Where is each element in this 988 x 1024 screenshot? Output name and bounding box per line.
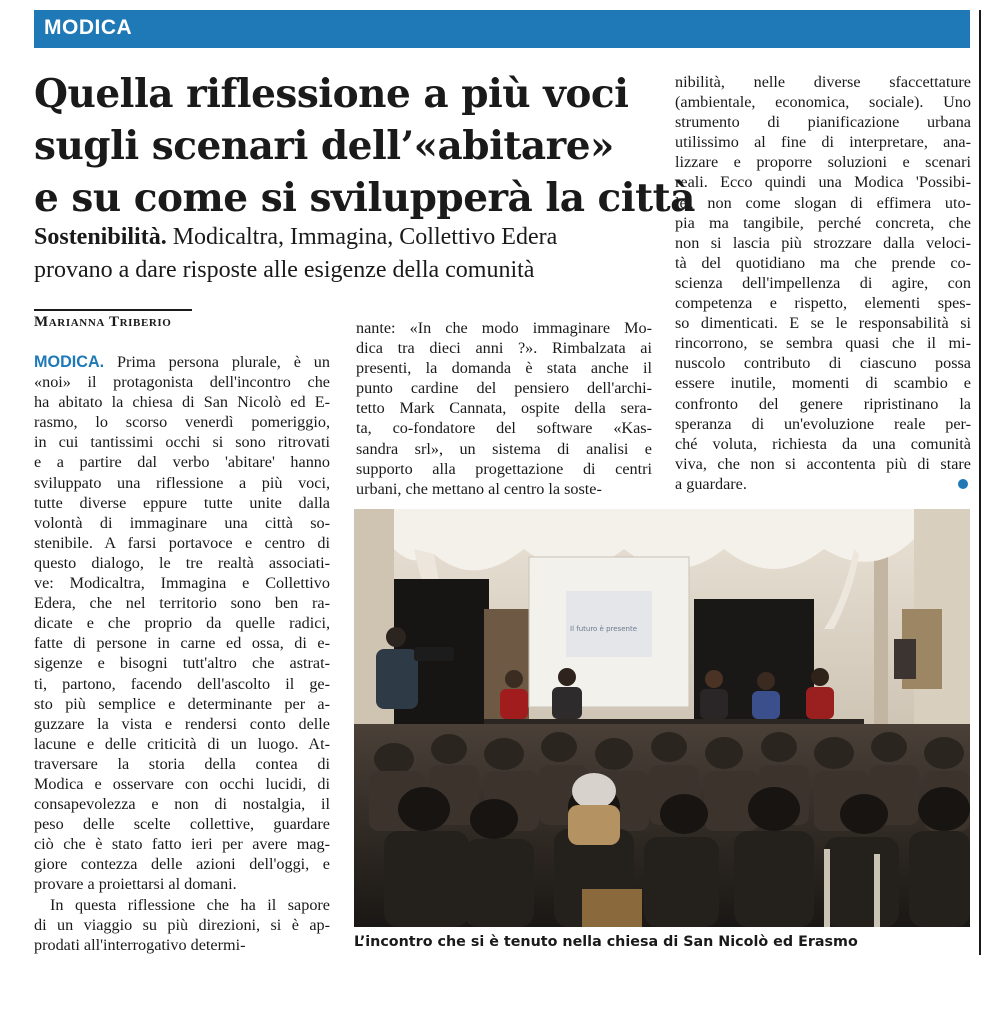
article-line: nuscolo contributo di ciascuno possa <box>675 354 971 373</box>
article-line: lacune e delle criticità di un luogo. At- <box>34 734 330 753</box>
article-line: prodati all'interrogativo determi- <box>34 935 246 954</box>
headline-line: Quella riflessione a più voci <box>34 71 629 117</box>
article-line: viva, che non si accontenta più di stare <box>675 454 971 473</box>
article-line: ti, partono, facendo dell'ascolto il ge- <box>34 674 330 693</box>
article-line: giore contezza delle azioni dell'oggi, e <box>34 855 330 874</box>
article-line: provare a proiettarsi al domani. <box>34 875 237 894</box>
article-line: sigenze e bisogni tutt'altro che astrat- <box>34 654 330 673</box>
article-line: sviluppato una riflessione a più voci, <box>34 473 330 492</box>
dateline: MODICA. <box>34 353 105 371</box>
article-line: ve: Modicaltra, Immagina e Collettivo <box>34 574 330 593</box>
article-line: reali. Ecco quindi una Modica 'Possibi- <box>675 173 971 192</box>
column-rule <box>979 10 981 955</box>
event-photo <box>354 509 970 927</box>
article-line: lizzare e proporre soluzioni e scenari <box>675 153 971 172</box>
subhead-text: provano a dare risposte alle esigenze della comunità <box>34 257 535 283</box>
article-column-3 <box>675 72 971 494</box>
article-line: non si lascia più strozzare dalla veloci- <box>675 233 971 252</box>
article-line: tutte diverse eppure tutte unite dalla <box>34 493 330 512</box>
article-line: strumento di pianificazione urbana <box>675 113 971 132</box>
subheadline <box>34 221 664 287</box>
article-line: tà del quotidiano ma che prende co- <box>675 253 971 272</box>
article-line: fatte di persone in carne ed ossa, di e- <box>34 634 330 653</box>
article-line: sandra srl», un sistema di analisi e <box>356 439 652 458</box>
article-line: e a partire dal verbo 'abitare' hanno <box>34 453 330 472</box>
section-header-bar <box>34 10 970 48</box>
article-line: ché voluta, richiesta da una comunità <box>675 434 971 453</box>
article-line: ciò che è stato fatto ieri per avere mag- <box>34 835 330 854</box>
article-line: utilissimo al fine di interpretare, ana- <box>675 133 971 152</box>
article-line <box>34 352 330 372</box>
article-line: (ambientale, economica, sociale). Uno <box>675 93 971 112</box>
article-column-1 <box>34 352 330 955</box>
article-line: traversare la storia della contea di <box>34 754 330 773</box>
article-line: in cui tantissimi occhi si sono ritrovati <box>34 433 330 452</box>
article-line: a guardare. <box>675 474 747 493</box>
article-line: presenti, la domanda è stata anche il <box>356 359 652 378</box>
article-text: Prima persona plurale, è un <box>104 353 330 371</box>
article-line: In questa riflessione che ha il sapore <box>50 895 330 914</box>
headline <box>34 68 695 224</box>
article-line: nante: «In che modo immaginare Mo- <box>356 319 652 337</box>
end-of-article-dot-icon <box>958 479 968 489</box>
article-column-2 <box>356 318 652 499</box>
article-line: dicate e che proprio da quelle radici, <box>34 614 330 633</box>
article-line: guzzare la vista e rendersi conto delle <box>34 714 330 733</box>
article-line: essere inutile, momenti di scambio e <box>675 374 971 393</box>
byline-rule <box>34 309 192 311</box>
article-line: dica tra dieci anni ?». Rimbalzata ai <box>356 339 652 358</box>
article-line: competenza e rispetto, elementi spes- <box>675 294 971 313</box>
article-line: di un viaggio su più direzioni, si è ap- <box>34 915 330 934</box>
article-line: punto cardine del pensiero dell'archi- <box>356 379 652 398</box>
article-line: rincorrono, se sembra quasi che il mi- <box>675 334 971 353</box>
subhead-text: Modicaltra, Immagina, Collettivo Edera <box>172 224 558 250</box>
article-line: scienza dell'impellenza di agire, con <box>675 273 971 292</box>
article-line: ta, co-fondatore del software «Kas- <box>356 419 652 438</box>
event-photo-illustration <box>354 509 970 927</box>
byline: Marianna Triberio <box>34 314 172 330</box>
subhead-kicker: Sostenibilità. <box>34 224 167 250</box>
article-line: Modica e osservare con occhi lucidi, di <box>34 774 330 793</box>
article-line: consapevolezza e non di nostalgia, il <box>34 795 330 814</box>
projection-screen-text: Il futuro è presente <box>570 625 637 633</box>
article-line: Edera, che nel territorio sono ben ra- <box>34 594 330 613</box>
article-line: volontà di immaginare una città so- <box>34 513 330 532</box>
article-line: speranza di un'evoluzione reale per- <box>675 414 971 433</box>
article-line: urbani, che mettano al centro la soste- <box>356 479 602 498</box>
article-line: le', non come slogan di effimera uto- <box>675 193 971 212</box>
article-line: sto più semplice e determinante per a- <box>34 694 330 713</box>
section-label: MODICA <box>44 16 133 39</box>
article-line: rasmo, lo scorso venerdì pomeriggio, <box>34 413 330 432</box>
article-line: questo dialogo, le tre realtà associati- <box>34 553 330 572</box>
article-line: «noi» il protagonista dell'incontro che <box>34 373 330 392</box>
article-line: supporto alla progettazione di centri <box>356 459 652 478</box>
article-line: so dimenticati. E se le responsabilità si <box>675 314 971 333</box>
headline-line: e su come si svilupperà la città <box>34 175 695 221</box>
photo-caption: L’incontro che si è tenuto nella chiesa di San Nicolò ed Erasmo <box>354 934 858 950</box>
article-line: tetto Mark Cannata, ospite della sera- <box>356 399 652 418</box>
article-line: stenibile. A farsi portavoce e centro di <box>34 533 330 552</box>
article-line: confronto del genere ripristinano la <box>675 394 971 413</box>
article-line: peso delle scelte collettive, guardare <box>34 815 330 834</box>
headline-line: sugli scenari dell’«abitare» <box>34 123 614 169</box>
article-line: pia ma tangibile, perché concreta, che <box>675 213 971 232</box>
article-line: nibilità, nelle diverse sfaccettature <box>675 73 971 91</box>
article-line: ha abitato la chiesa di San Nicolò ed E- <box>34 393 330 412</box>
